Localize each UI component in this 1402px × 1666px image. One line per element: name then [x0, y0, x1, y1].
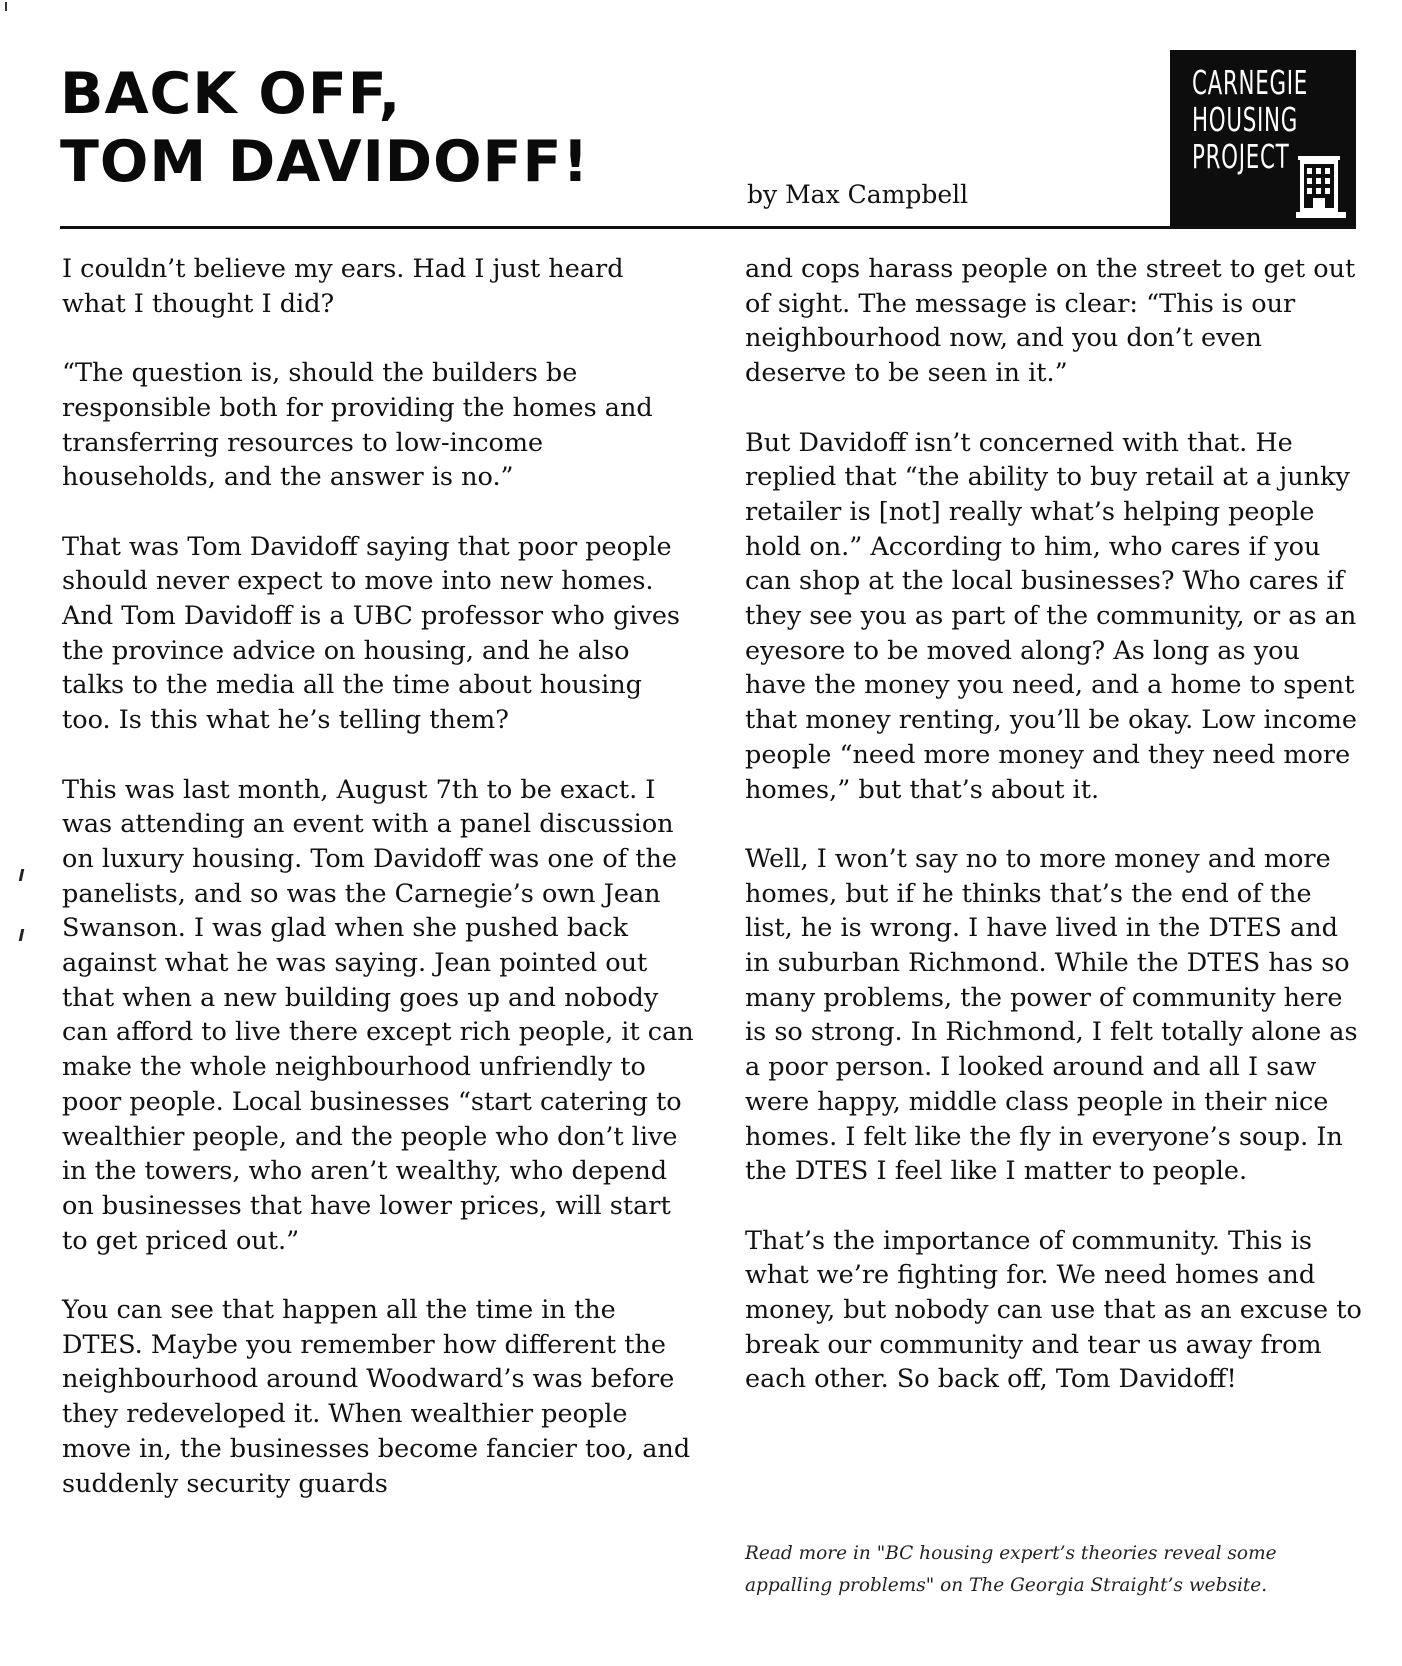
paragraph: That’s the importance of community. This is what we’re fighting for. We need homes and money, but nobody can use that as an excuse to break our community and tear us away from each other. So back off, Tom Davidoff!: [745, 1225, 1362, 1395]
paragraph: This was last month, August 7th to be exact. I was attending an event with a panel discussion on luxury housing. Tom Davidoff was one of the panelists, and so was the Carnegie’s own Jean Swanson. I was glad when she pushed back against what he was saying. Jean pointed out that when a new building goes up and nobody can afford to live there except rich people, it can make the whole neighbourhood unfriendly to poor people. Local businesses “start catering to wealthier people, and the people who don’t live in the towers, who aren’t wealthy, who depend on businesses that have lower prices, will start to get priced out.”: [62, 774, 694, 1256]
read-more-footnote: Read more in "BC housing expert’s theories reveal some appalling problems" on The Georgia Straight’s website.: [745, 1543, 1277, 1596]
logo-line-2: HOUSING: [1192, 100, 1299, 139]
margin-mark: [19, 929, 25, 941]
headline-line-1: BACK OFF,: [60, 61, 402, 127]
paragraph: “The question is, should the builders be responsible both for providing the homes and transferring resources to low-income households, and the answer is no.”: [62, 358, 653, 493]
headline-line-2: TOM DAVIDOFF!: [60, 129, 590, 195]
logo-text: [1192, 64, 1308, 175]
byline: by Max Campbell: [747, 180, 969, 209]
scan-mark: [5, 2, 7, 11]
paragraph: That was Tom Davidoff saying that poor people should never expect to move into new homes. And Tom Davidoff is a UBC professor who gives the province advice on housing, and he also talks to the media all the time about housing too. Is this what he’s telling them?: [62, 531, 681, 736]
article-column-right: [745, 252, 1367, 1397]
paragraph: Well, I won’t say no to more money and more homes, but if he thinks that’s the end of the list, he is wrong. I have lived in the DTES and in suburban Richmond. While the DTES has so many problems, the power of community here is so strong. In Richmond, I felt totally alone as a poor person. I looked around and all I saw were happy, middle class people in their nice homes. I felt like the fly in everyone’s soup. In the DTES I feel like I matter to people.: [745, 843, 1358, 1187]
paragraph: But Davidoff isn’t concerned with that. He replied that “the ability to buy retail at a junky retailer is [not] really what’s helping people hold on.” According to him, who cares if you can shop at the local businesses? Who cares if they see you as part of the community, or as an eyesore to be moved along? As long as you have the money you need, and a home to spent that money renting, you’ll be okay. Low income people “need more money and they need more homes,” but that’s about it.: [745, 427, 1358, 805]
building-icon: [1296, 142, 1346, 222]
article-column-left: [62, 252, 694, 1501]
paragraph: I couldn’t believe my ears. Had I just heard what I thought I did?: [62, 254, 624, 319]
paragraph: and cops harass people on the street to get out of sight. The message is clear: “This is our neighbourhood now, and you don’t even deserve to be seen in it.”: [745, 254, 1356, 389]
paragraph: You can see that happen all the time in the DTES. Maybe you remember how different the neighbourhood around Woodward’s was before they redeveloped it. When wealthier people move in, the businesses become fancier too, and suddenly security guards: [62, 1295, 691, 1499]
carnegie-housing-project-logo: [1170, 50, 1356, 226]
headline: [60, 60, 760, 196]
margin-mark: [19, 869, 25, 881]
logo-line-1: CARNEGIE: [1192, 63, 1309, 102]
header-rule: [60, 226, 1356, 229]
logo-line-3: PROJECT: [1192, 137, 1290, 176]
